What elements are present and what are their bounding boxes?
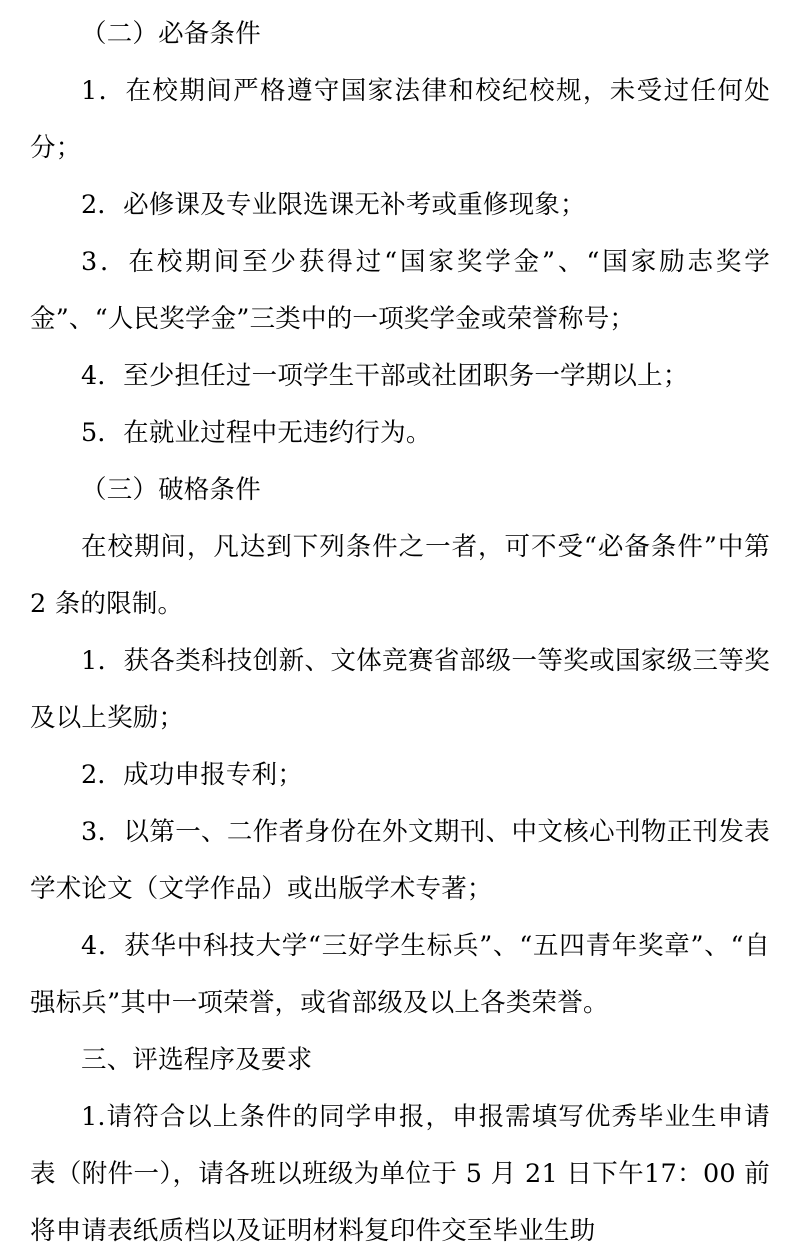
heading-selection-procedure: 三、评选程序及要求 [81,1045,313,1075]
paragraph-procedure-1: 1.请符合以上条件的同学申报，申报需填写优秀毕业生申请表（附件一），请各班以班级为单位于 5 月 21 日下午17：00 前将申请表纸质档以及证明材料复印件交至毕业生助 [30,1102,770,1246]
list-item-required-1: 1．在校期间严格遵守国家法律和校纪校规，未受过任何处分； [30,76,770,163]
list-item-required-3: 3．在校期间至少获得过“国家奖学金”、“国家励志奖学金”、“人民奖学金”三类中的一项奖学金或荣誉称号； [30,247,770,334]
list-item-exception-1: 1．获各类科技创新、文体竞赛省部级一等奖或国家级三等奖及以上奖励； [30,646,770,733]
list-item-exception-4: 4．获华中科技大学“三好学生标兵”、“五四青年奖章”、“自强标兵”其中一项荣誉，或省部级及以上各类荣誉。 [30,931,770,1018]
paragraph-exception-intro: 在校期间，凡达到下列条件之一者，可不受“必备条件”中第 2 条的限制。 [30,532,779,619]
heading-required-conditions: （二）必备条件 [81,19,261,49]
list-item-exception-2: 2．成功申报专利； [81,760,304,790]
list-item-exception-3: 3．以第一、二作者身份在外文期刊、中文核心刊物正刊发表学术论文（文学作品）或出版学术专著； [30,817,770,904]
list-item-required-5: 5．在就业过程中无违约行为。 [81,418,432,448]
list-item-required-4: 4．至少担任过一项学生干部或社团职务一学期以上； [81,361,689,391]
list-item-required-2: 2．必修课及专业限选课无补考或重修现象； [81,190,586,220]
heading-exception-conditions: （三）破格条件 [81,475,261,505]
